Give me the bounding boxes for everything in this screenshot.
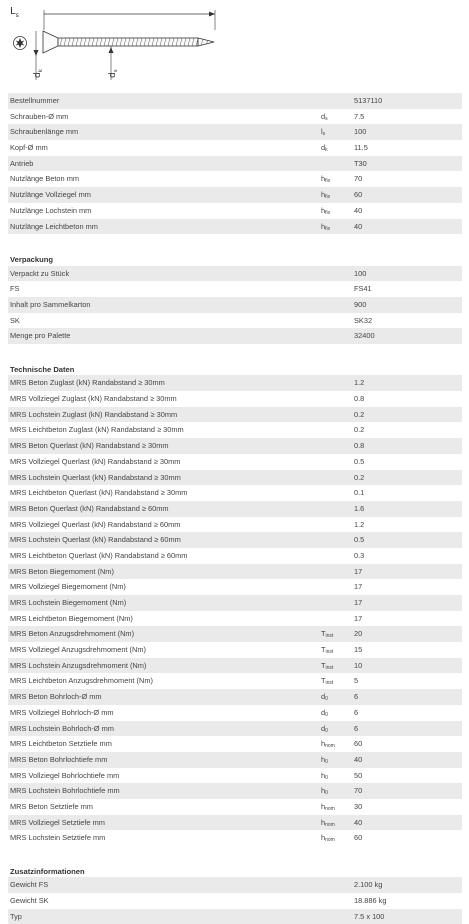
- spec-symbol-main: d: [321, 707, 326, 717]
- spec-value: 1.2: [354, 378, 365, 388]
- spec-row: [8, 219, 462, 235]
- spec-row: [8, 736, 462, 752]
- spec-row: [8, 297, 462, 313]
- spec-symbol-sub: k: [325, 147, 328, 154]
- spec-row: [8, 564, 462, 580]
- spec-value: 40: [354, 205, 363, 215]
- screw-drawing-svg: [0, 0, 469, 90]
- section-heading: Zusatzinformationen: [10, 866, 85, 876]
- spec-symbol-sub: nom: [325, 805, 335, 812]
- spec-label: MRS Beton Biegemoment (Nm): [10, 566, 114, 576]
- spec-value: 17: [354, 613, 363, 623]
- spec-value: 6: [354, 723, 359, 733]
- spec-row: [8, 658, 462, 674]
- spec-symbol-sub: s: [322, 131, 326, 138]
- spec-symbol-sub: nom: [325, 821, 335, 828]
- spec-label: MRS Beton Setztiefe mm: [10, 801, 93, 811]
- spec-value: 100: [354, 268, 367, 278]
- dk-arrowhead: [34, 50, 39, 56]
- spec-label: MRS Leichtbeton Querlast (kN) Randabstand ≥ 30mm: [10, 488, 188, 498]
- spec-label: MRS Lochstein Querlast (kN) Randabstand ≥ 30mm: [10, 472, 181, 482]
- spec-value: 0.8: [354, 441, 365, 451]
- spec-label: Nutzlänge Beton mm: [10, 174, 80, 184]
- spec-row: [8, 124, 462, 140]
- spec-value: 0.2: [354, 472, 365, 482]
- spec-table: [8, 93, 462, 924]
- spec-row: [8, 532, 462, 548]
- ls-label: $L_s$: [10, 6, 19, 19]
- spec-row: [8, 877, 462, 893]
- spec-value: 60: [354, 833, 363, 843]
- spec-value: 1.6: [354, 503, 365, 513]
- spec-symbol-main: T: [321, 660, 326, 670]
- spec-value: 11.5: [354, 143, 368, 153]
- spec-label: Typ: [10, 911, 22, 921]
- spec-row: [8, 909, 462, 924]
- ds-label: $d_s$: [108, 69, 119, 78]
- spec-value: 0.3: [354, 550, 365, 560]
- spec-label: Bestellnummer: [10, 96, 60, 105]
- spec-value: T30: [354, 158, 367, 168]
- spec-label: MRS Lochstein Bohrloch-Ø mm: [10, 723, 114, 733]
- spec-row: [8, 830, 462, 846]
- spec-row: [8, 93, 462, 109]
- spec-value: FS41: [354, 284, 372, 294]
- spec-value: 17: [354, 582, 363, 592]
- spec-value: 900: [354, 299, 367, 309]
- ls-arrowhead: [209, 12, 215, 17]
- spec-symbol-main: T: [321, 645, 326, 655]
- spec-row: [8, 281, 462, 297]
- section-spacer: [8, 234, 462, 250]
- spec-symbol-main: h: [321, 221, 326, 231]
- spec-label: Antrieb: [10, 158, 34, 168]
- spec-row: [8, 171, 462, 187]
- spec-symbol-sub: nom: [325, 743, 335, 750]
- spec-label: MRS Beton Anzugsdrehmoment (Nm): [10, 629, 135, 639]
- spec-value: 70: [354, 174, 363, 184]
- ds-arrowhead: [109, 47, 114, 53]
- spec-label: Verpackt zu Stück: [10, 268, 70, 278]
- spec-row: [8, 109, 462, 125]
- spec-value: 40: [354, 221, 363, 231]
- spec-value: 60: [354, 739, 363, 749]
- spec-symbol-main: d: [321, 692, 326, 702]
- spec-symbol-main: h: [321, 190, 326, 200]
- spec-row: [8, 266, 462, 282]
- spec-value: 5137110: [354, 96, 383, 105]
- spec-value: 0.5: [354, 456, 365, 466]
- spec-label: Schrauben-Ø mm: [10, 111, 69, 121]
- spec-value: 32400: [354, 331, 375, 341]
- spec-label: Schraubenlänge mm: [10, 127, 79, 137]
- spec-label: MRS Leichtbeton Zuglast (kN) Randabstand ≥ 30mm: [10, 425, 184, 435]
- section-heading: Verpackung: [10, 254, 54, 264]
- spec-row: [8, 595, 462, 611]
- spec-label: MRS Leichtbeton Setztiefe mm: [10, 739, 112, 749]
- spec-row: [8, 768, 462, 784]
- spec-label: MRS Vollziegel Querlast (kN) Randabstand ≥ 60mm: [10, 519, 181, 529]
- spec-symbol-main: d: [321, 111, 326, 121]
- spec-value: 0.2: [354, 409, 365, 419]
- spec-row: [8, 689, 462, 705]
- spec-label: Nutzlänge Leichtbeton mm: [10, 221, 98, 231]
- spec-symbol-sub: inst: [325, 680, 334, 687]
- spec-symbol-main: h: [321, 205, 326, 215]
- spec-symbol-sub: inst: [325, 664, 334, 671]
- spec-symbol-sub: 0: [325, 774, 328, 781]
- section-spacer: [8, 344, 462, 360]
- spec-label: MRS Vollziegel Biegemoment (Nm): [10, 582, 126, 592]
- spec-label: MRS Vollziegel Bohrlochtiefe mm: [10, 770, 120, 780]
- spec-row: [8, 721, 462, 737]
- spec-symbol-sub: fix: [325, 225, 331, 232]
- spec-label: MRS Lochstein Biegemoment (Nm): [10, 598, 127, 607]
- spec-row: [8, 799, 462, 815]
- spec-value: 15: [354, 645, 363, 655]
- spec-symbol: [321, 830, 335, 849]
- spec-row: [8, 203, 462, 219]
- spec-value: 40: [354, 754, 363, 764]
- spec-row: [8, 328, 462, 344]
- spec-label: MRS Beton Querlast (kN) Randabstand ≥ 60mm: [10, 503, 169, 513]
- spec-value: 100: [354, 127, 367, 137]
- spec-symbol-sub: 0: [325, 727, 328, 734]
- spec-value: 70: [354, 786, 363, 796]
- spec-label: Gewicht FS: [10, 880, 49, 890]
- spec-label: MRS Beton Bohrloch-Ø mm: [10, 692, 102, 702]
- dk-label: $d_k$: [33, 69, 44, 78]
- spec-symbol-sub: s: [325, 115, 328, 122]
- spec-row: [8, 705, 462, 721]
- spec-value: 40: [354, 817, 363, 827]
- spec-symbol-main: h: [321, 817, 326, 827]
- torx-drive-icon: [14, 37, 27, 50]
- spec-value: 0.2: [354, 425, 365, 435]
- spec-label: Inhalt pro Sammelkarton: [10, 299, 91, 309]
- spec-symbol-sub: inst: [325, 649, 334, 656]
- spec-value: 17: [354, 566, 363, 576]
- spec-row: [8, 156, 462, 172]
- spec-row: [8, 485, 462, 501]
- spec-value: 20: [354, 629, 363, 639]
- spec-row: [8, 422, 462, 438]
- spec-row: [8, 407, 462, 423]
- spec-symbol-main: h: [321, 754, 326, 764]
- spec-symbol-sub: fix: [325, 178, 331, 185]
- spec-row: [8, 893, 462, 909]
- spec-value: 18.886 kg: [354, 896, 387, 906]
- spec-symbol-main: h: [321, 174, 326, 184]
- spec-row: [8, 642, 462, 658]
- spec-value: 7.5: [354, 111, 365, 121]
- spec-label: MRS Vollziegel Zuglast (kN) Randabstand ≥ 30mm: [10, 394, 177, 404]
- spec-label: MRS Vollziegel Anzugsdrehmoment (Nm): [10, 645, 146, 655]
- spec-label: Nutzlänge Vollziegel mm: [10, 190, 91, 200]
- spec-value: 1.2: [354, 519, 365, 529]
- spec-label: MRS Beton Zuglast (kN) Randabstand ≥ 30mm: [10, 378, 165, 388]
- spec-label: Kopf-Ø mm: [10, 143, 48, 153]
- spec-symbol-sub: fix: [325, 209, 331, 216]
- spec-value: 10: [354, 660, 363, 670]
- spec-symbol-main: T: [321, 629, 326, 639]
- spec-row: [8, 548, 462, 564]
- spec-label: MRS Beton Querlast (kN) Randabstand ≥ 30mm: [10, 441, 169, 451]
- spec-row: [8, 752, 462, 768]
- spec-symbol-main: d: [321, 143, 326, 153]
- spec-row: [8, 626, 462, 642]
- spec-symbol-main: h: [321, 739, 326, 749]
- spec-row: [8, 470, 462, 486]
- spec-label: Gewicht SK: [10, 896, 49, 906]
- spec-row: [8, 187, 462, 203]
- spec-row: [8, 783, 462, 799]
- spec-row: [8, 391, 462, 407]
- spec-symbol-main: h: [321, 833, 326, 843]
- spec-label: MRS Leichtbeton Querlast (kN) Randabstand ≥ 60mm: [10, 550, 188, 560]
- spec-symbol-main: h: [321, 801, 326, 811]
- spec-symbol-main: h: [321, 770, 326, 780]
- spec-label: MRS Lochstein Querlast (kN) Randabstand ≥ 60mm: [10, 535, 181, 545]
- spec-value: SK32: [354, 315, 373, 325]
- spec-label: Menge pro Palette: [10, 331, 71, 341]
- spec-label: MRS Leichtbeton Anzugsdrehmoment (Nm): [10, 676, 153, 686]
- spec-symbol-sub: 0: [325, 711, 328, 718]
- spec-symbol-sub: fix: [325, 194, 331, 201]
- spec-label: MRS Leichtbeton Biegemoment (Nm): [10, 613, 133, 623]
- spec-row: [8, 375, 462, 391]
- spec-row: [8, 517, 462, 533]
- spec-symbol-main: d: [321, 723, 326, 733]
- spec-symbol: [321, 219, 330, 238]
- screw-drawing: [0, 0, 469, 90]
- spec-row: [8, 501, 462, 517]
- spec-label: MRS Vollziegel Bohrloch-Ø mm: [10, 707, 114, 717]
- spec-label: MRS Vollziegel Setztiefe mm: [10, 817, 105, 827]
- spec-symbol-sub: 0: [325, 696, 328, 703]
- spec-value: 0.5: [354, 535, 365, 545]
- spec-label: MRS Lochstein Anzugsdrehmoment (Nm): [10, 660, 147, 670]
- spec-symbol-sub: 0: [325, 758, 328, 765]
- spec-symbol-main: T: [321, 676, 326, 686]
- spec-row: [8, 454, 462, 470]
- spec-label: MRS Lochstein Zuglast (kN) Randabstand ≥ 30mm: [10, 409, 178, 419]
- spec-value: 6: [354, 707, 359, 717]
- spec-row: [8, 611, 462, 627]
- spec-symbol-sub: inst: [325, 633, 334, 640]
- spec-label: MRS Vollziegel Querlast (kN) Randabstand ≥ 30mm: [10, 456, 181, 466]
- spec-value: 2.100 kg: [354, 880, 383, 890]
- spec-value: 5: [354, 676, 359, 686]
- spec-label: FS: [10, 284, 20, 294]
- spec-row: [8, 815, 462, 831]
- spec-symbol-sub: 0: [325, 790, 328, 797]
- spec-row: [8, 438, 462, 454]
- spec-row: [8, 140, 462, 156]
- spec-value: 50: [354, 770, 363, 780]
- spec-value: 17: [354, 598, 363, 607]
- spec-symbol-sub: nom: [325, 837, 335, 844]
- spec-row: [8, 579, 462, 595]
- spec-label: Nutzlänge Lochstein mm: [10, 205, 92, 215]
- spec-label: MRS Lochstein Setztiefe mm: [10, 833, 106, 843]
- screw-body: [43, 31, 214, 53]
- spec-symbol-main: l: [321, 127, 323, 137]
- spec-row: [8, 673, 462, 689]
- spec-label: SK: [10, 315, 20, 325]
- spec-value: 30: [354, 801, 363, 811]
- spec-label: MRS Beton Bohrlochtiefe mm: [10, 754, 108, 764]
- section-heading: Technische Daten: [10, 364, 75, 374]
- section-spacer: [8, 846, 462, 862]
- spec-value: 60: [354, 190, 363, 200]
- spec-row: [8, 313, 462, 329]
- spec-label: MRS Lochstein Bohrlochtiefe mm: [10, 786, 120, 796]
- spec-value: 7.5 x 100: [354, 911, 385, 921]
- spec-value: 0.1: [354, 488, 365, 498]
- spec-symbol-main: h: [321, 786, 326, 796]
- spec-value: 0.8: [354, 394, 365, 404]
- spec-value: 6: [354, 692, 359, 702]
